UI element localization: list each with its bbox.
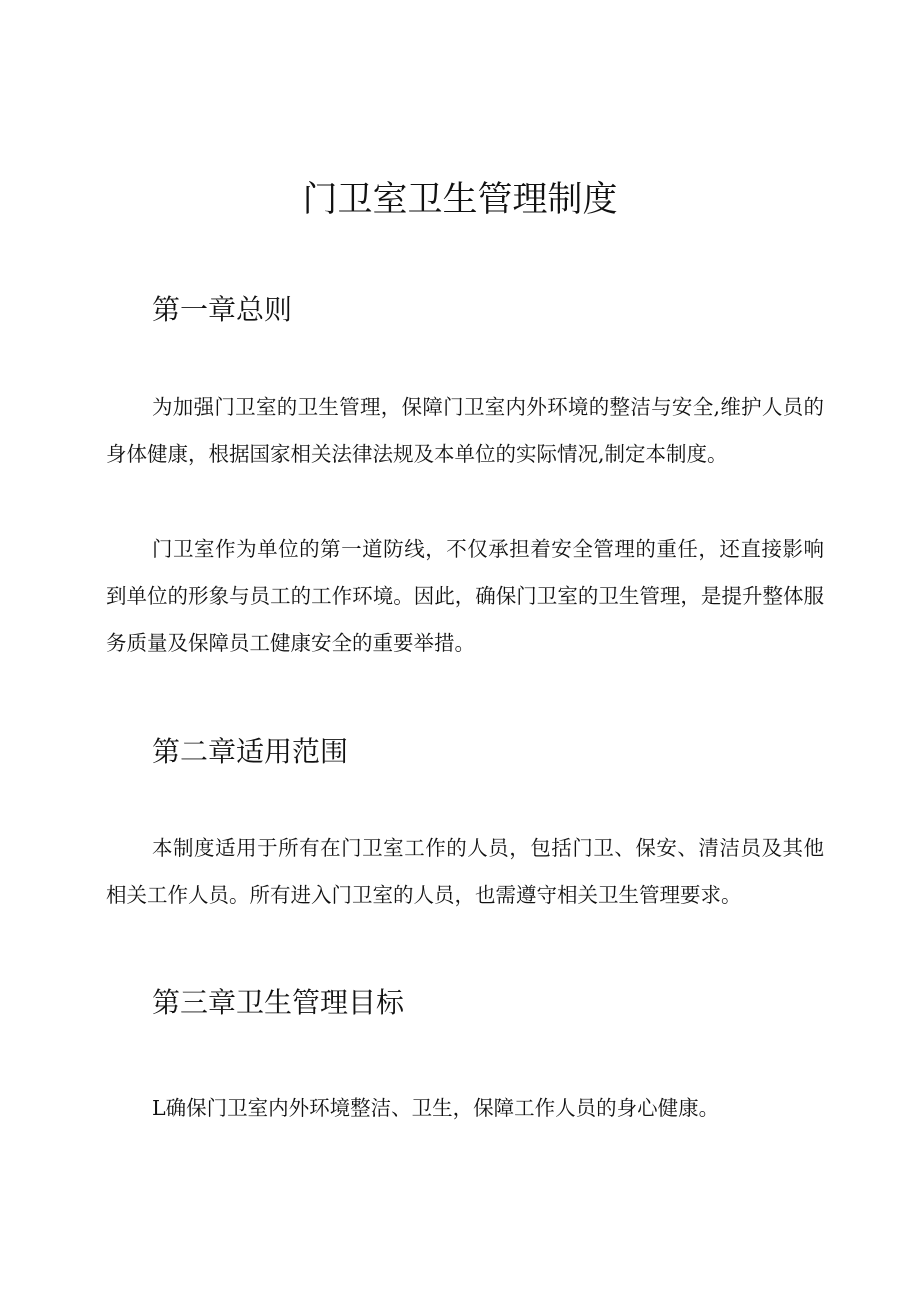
document-title: 门卫室卫生管理制度 <box>302 180 618 220</box>
chapter-3-paragraph-1: L确保门卫室内外环境整洁、卫生，保障工作人员的身心健康。 <box>152 1096 720 1120</box>
chapter-3-heading: 第三章卫生管理目标 <box>152 986 405 1019</box>
chapter-2-heading: 第二章适用范围 <box>152 735 349 768</box>
chapter-2-paragraph-1: 本制度适用于所有在门卫室工作的人员，包括门卫、保安、清洁员及其他相关工作人员。所有进入门卫室的人员，也需遵守相关卫生管理要求。 <box>106 836 824 907</box>
chapter-1-heading: 第一章总则 <box>152 293 293 326</box>
chapter-1-paragraph-2: 门卫室作为单位的第一道防线，不仅承担着安全管理的重任，还直接影响到单位的形象与员工的工作环境。因此，确保门卫室的卫生管理，是提升整体服务质量及保障员工健康安全的重要举措。 <box>106 537 824 655</box>
chapter-1-paragraph-1: 为加强门卫室的卫生管理，保障门卫室内外环境的整洁与安全,维护人员的身体健康，根据国家相关法律法规及本单位的实际情况,制定本制度。 <box>106 395 824 466</box>
